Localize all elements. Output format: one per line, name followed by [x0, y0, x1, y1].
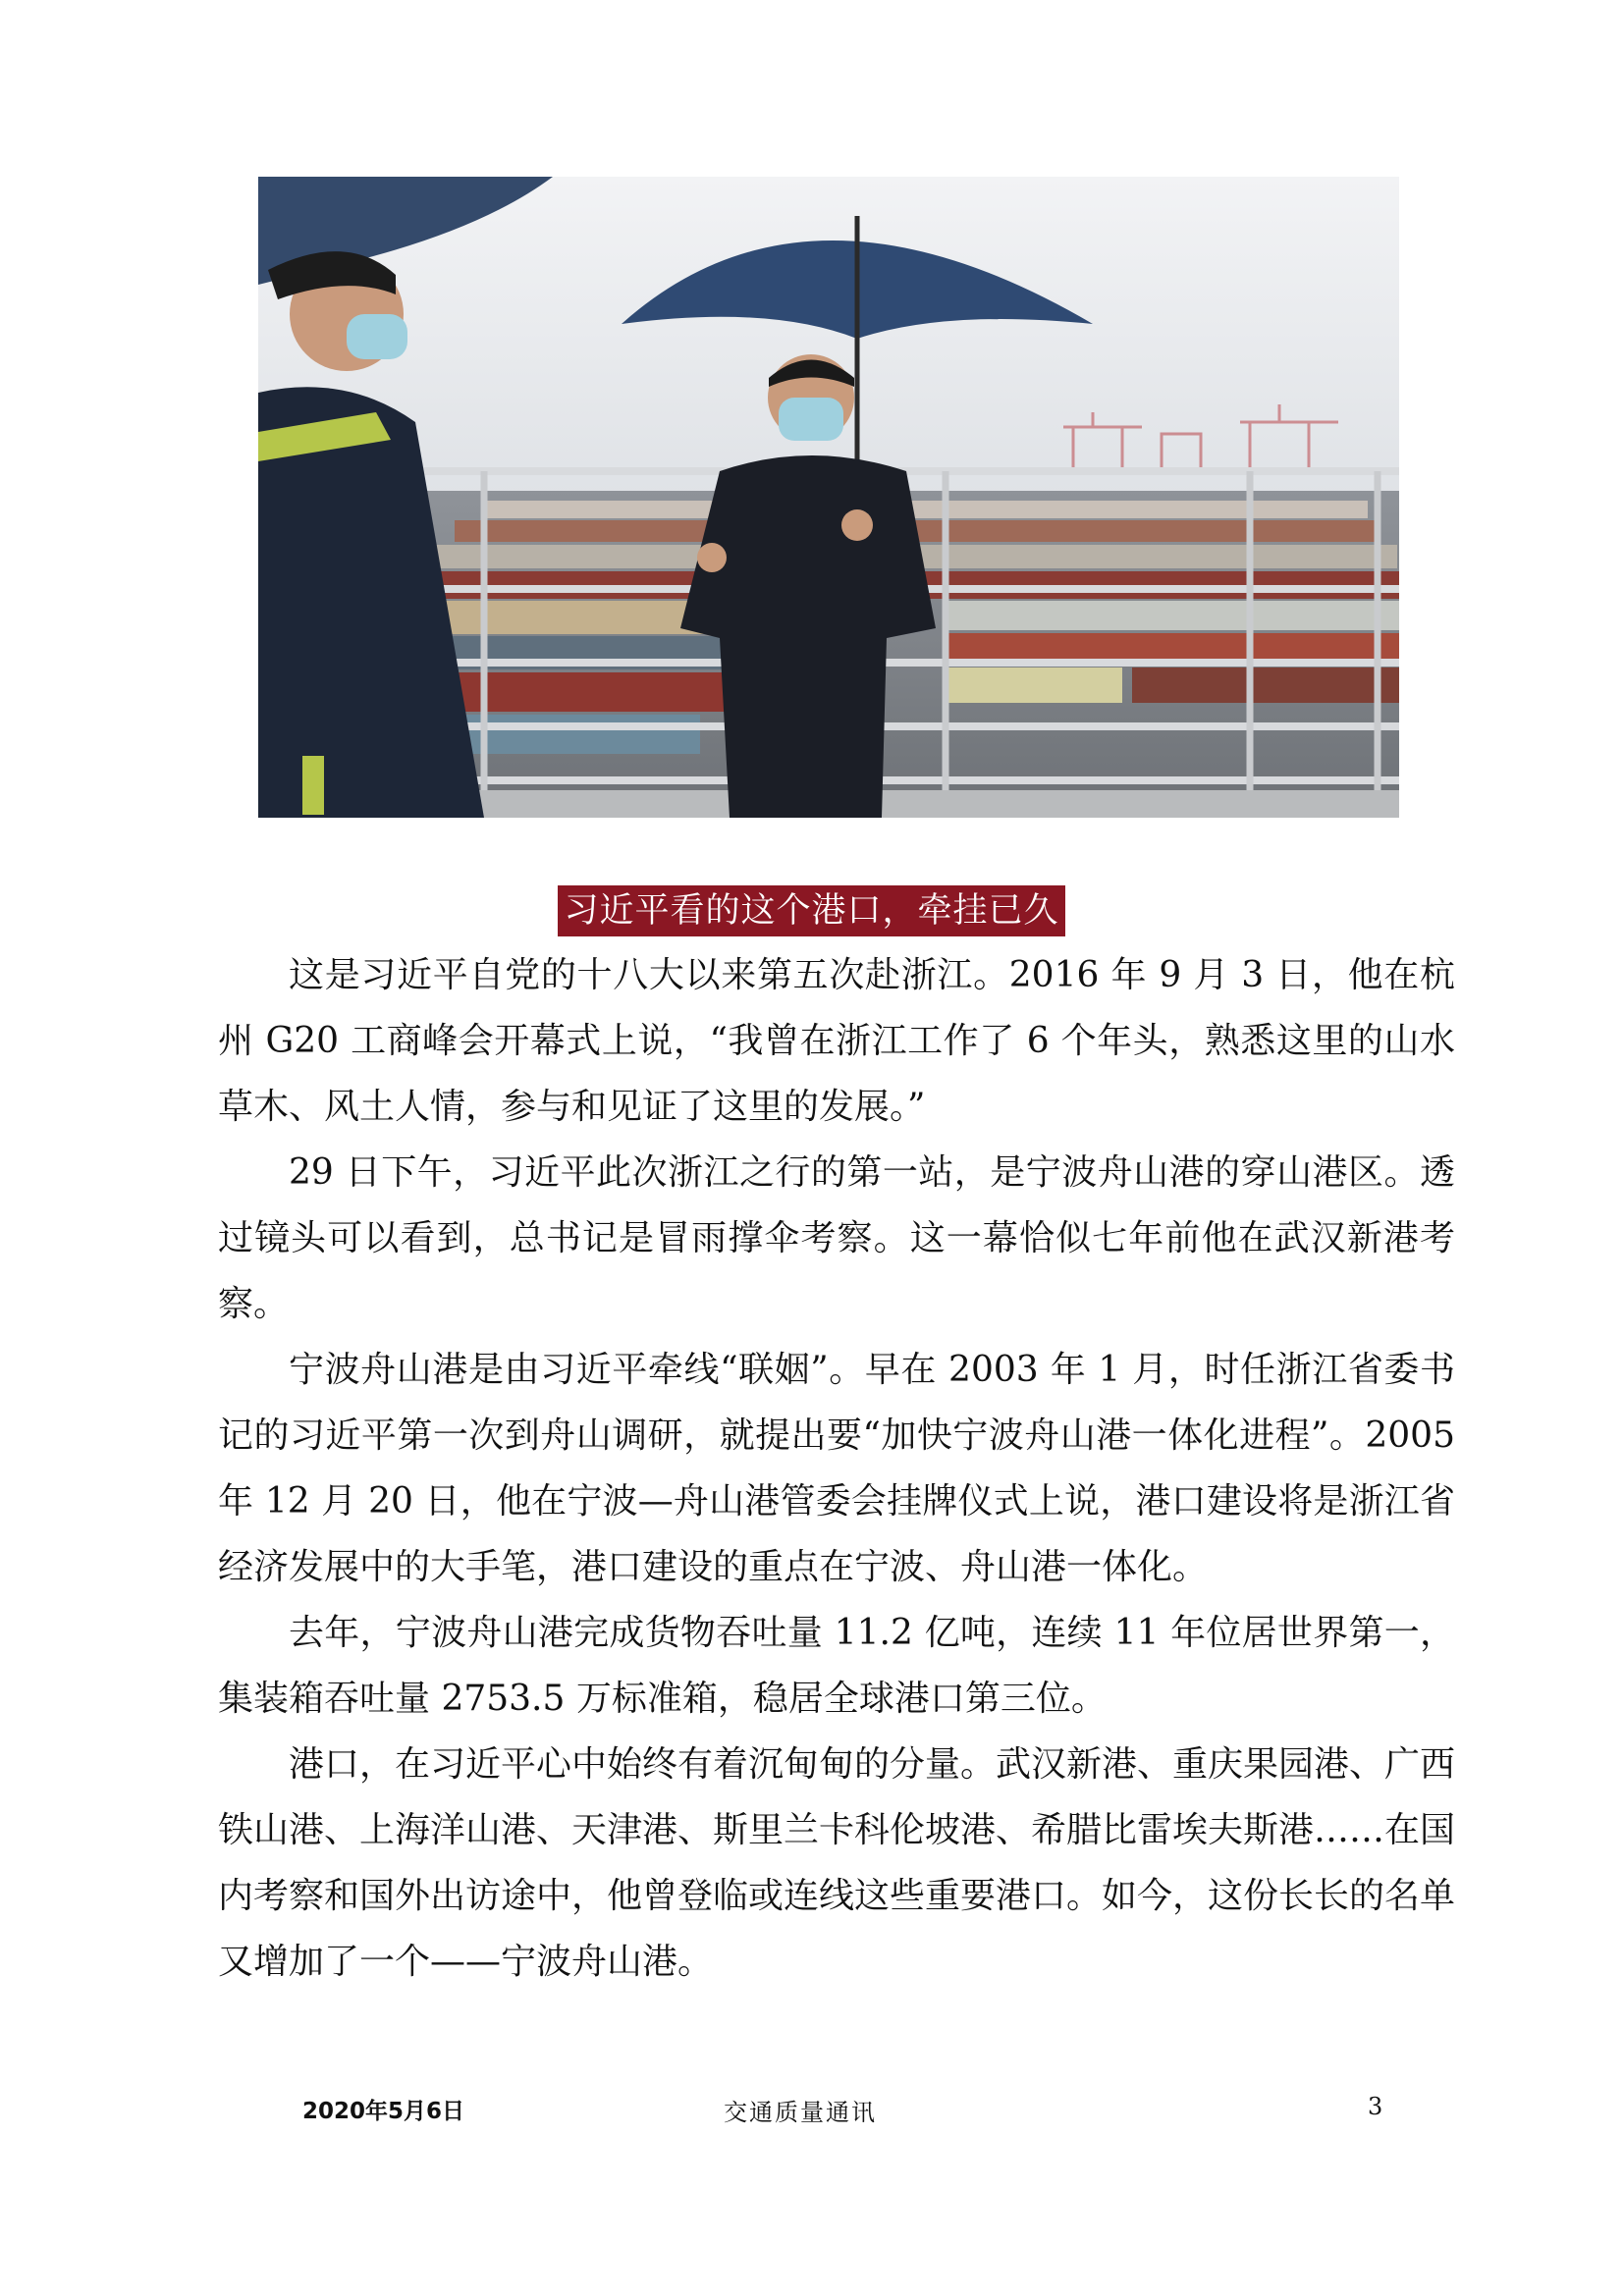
paragraph: 去年，宁波舟山港完成货物吞吐量 11.2 亿吨，连续 11 年位居世界第一，集装箱吞吐量 2753.5 万标准箱，稳居全球港口第三位。 — [218, 1613, 1455, 1719]
port-visit-photo — [258, 177, 1399, 818]
article-body — [218, 942, 1455, 1995]
paragraph: 这是习近平自党的十八大以来第五次赴浙江。2016 年 9 月 3 日，他在杭州 G20 工商峰会开幕式上说，“我曾在浙江工作了 6 个年头，熟悉这里的山水草木、风土人情，参与和见证了这里的发展。” — [218, 955, 1455, 1127]
paragraph: 29 日下午，习近平此次浙江之行的第一站，是宁波舟山港的穿山港区。透过镜头可以看到，总书记是冒雨撑伞考察。这一幕恰似七年前他在武汉新港考察。 — [218, 1152, 1455, 1324]
page-footer — [0, 2093, 1623, 2132]
headline-container — [0, 885, 1623, 936]
paragraph: 宁波舟山港是由习近平牵线“联姻”。早在 2003 年 1 月，时任浙江省委书记的习近平第一次到舟山调研，就提出要“加快宁波舟山港一体化进程”。2005 年 12 月 20 日，他在宁波—舟山港管委会挂牌仪式上说，港口建设将是浙江省经济发展中的大手笔，港口建设的重点在宁波、舟山港一体化。 — [218, 1350, 1455, 1587]
paragraph: 港口，在习近平心中始终有着沉甸甸的分量。武汉新港、重庆果园港、广西铁山港、上海洋山港、天津港、斯里兰卡科伦坡港、希腊比雷埃夫斯港……在国内考察和国外出访途中，他曾登临或连线这些重要港口。如今，这份长长的名单又增加了一个——宁波舟山港。 — [218, 1744, 1456, 1982]
footer-publication: 交通质量通讯 — [724, 2099, 877, 2126]
footer-date: 2020年5月6日 — [302, 2099, 465, 2124]
page-number: 3 — [1368, 2093, 1383, 2120]
article-photo — [258, 177, 1399, 818]
article-headline: 习近平看的这个港口，牵挂已久 — [558, 885, 1064, 936]
